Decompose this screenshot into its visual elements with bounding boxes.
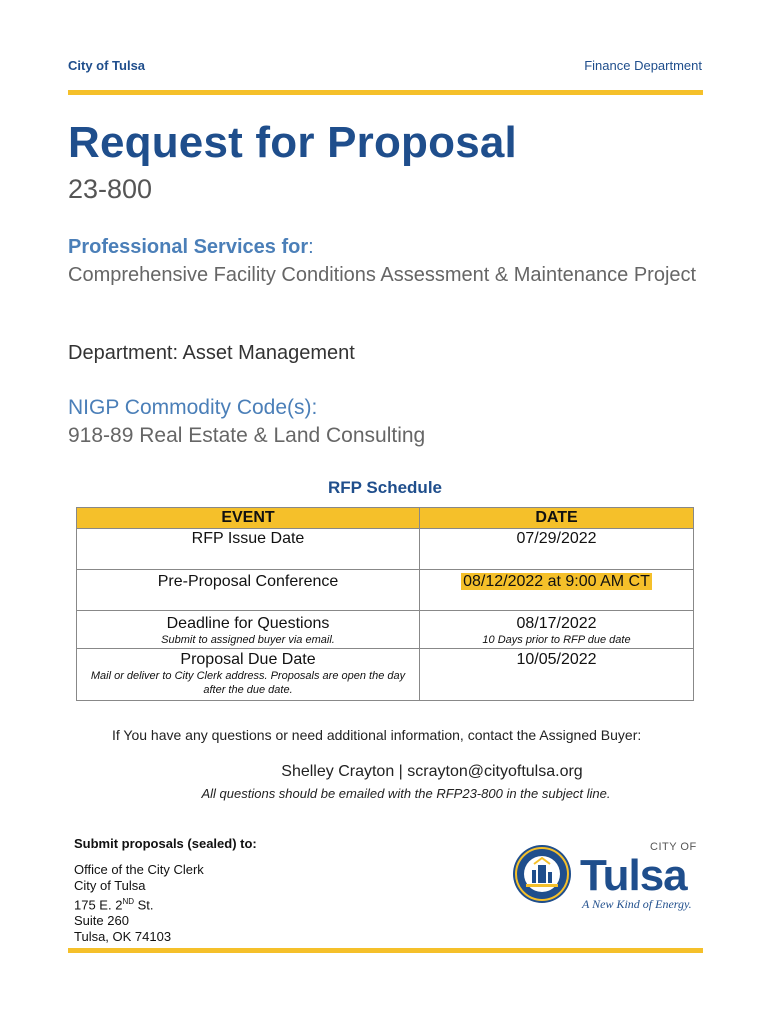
schedule-col-date: DATE bbox=[420, 508, 694, 529]
city-seal-icon bbox=[513, 845, 571, 903]
address-line: Tulsa, OK 74103 bbox=[74, 929, 172, 945]
header-city: City of Tulsa bbox=[68, 58, 146, 73]
event-date: 10/05/2022 bbox=[516, 651, 597, 668]
contact-buyer: Shelley Crayton | scrayton@cityoftulsa.org bbox=[281, 763, 583, 780]
event-label: Pre-Proposal Conference bbox=[157, 573, 339, 590]
header-department: Finance Department bbox=[584, 58, 702, 73]
table-row bbox=[77, 529, 694, 570]
page-title: Request for Proposal bbox=[68, 118, 517, 167]
top-divider bbox=[68, 90, 703, 95]
professional-services-colon: : bbox=[308, 236, 314, 258]
logo-tagline: A New Kind of Energy. bbox=[582, 897, 692, 911]
event-label: RFP Issue Date bbox=[191, 530, 305, 547]
event-cell bbox=[77, 529, 420, 570]
schedule-title: RFP Schedule bbox=[328, 478, 442, 497]
event-date-highlighted: 08/12/2022 at 9:00 AM CT bbox=[463, 573, 650, 590]
schedule-header-row bbox=[77, 508, 694, 529]
address-street-suffix: St. bbox=[134, 897, 154, 913]
schedule-col-event: EVENT bbox=[77, 508, 420, 529]
rfp-number: 23-800 bbox=[68, 174, 153, 204]
event-cell bbox=[77, 649, 420, 701]
submit-address bbox=[74, 862, 204, 945]
table-row bbox=[77, 649, 694, 701]
logo-wordmark: Tulsa bbox=[580, 851, 687, 900]
address-line bbox=[74, 894, 204, 913]
nigp-heading: NIGP Commodity Code(s): bbox=[68, 396, 318, 419]
schedule-table bbox=[76, 507, 694, 701]
event-date: 07/29/2022 bbox=[516, 530, 597, 547]
event-note: Mail or deliver to City Clerk address. Proposals are open the day after the due date. bbox=[90, 670, 406, 696]
nigp-code: 918-89 Real Estate & Land Consulting bbox=[68, 424, 426, 447]
event-label: Deadline for Questions bbox=[166, 615, 330, 632]
table-row bbox=[77, 611, 694, 649]
date-note: 10 Days prior to RFP due date bbox=[482, 634, 631, 646]
table-row bbox=[77, 570, 694, 611]
event-note: Submit to assigned buyer via email. bbox=[161, 634, 335, 646]
professional-services-description: Comprehensive Facility Conditions Assessment & Maintenance Project bbox=[68, 264, 697, 286]
submit-heading: Submit proposals (sealed) to: bbox=[74, 836, 257, 851]
bottom-divider bbox=[68, 948, 703, 953]
address-line: Suite 260 bbox=[74, 913, 129, 929]
contact-intro: If You have any questions or need additional information, contact the Assigned Buyer: bbox=[112, 727, 642, 743]
event-cell bbox=[77, 611, 420, 649]
address-line: City of Tulsa bbox=[74, 878, 146, 893]
address-street-number: 175 E. 2 bbox=[74, 897, 123, 913]
event-date: 08/17/2022 bbox=[516, 615, 597, 632]
professional-services-heading bbox=[68, 236, 314, 259]
address-line: Office of the City Clerk bbox=[74, 862, 204, 877]
date-cell bbox=[420, 570, 694, 611]
date-cell bbox=[420, 611, 694, 649]
logo-city-of: CITY OF bbox=[650, 841, 697, 853]
contact-note: All questions should be emailed with the RFP23-800 in the subject line. bbox=[201, 786, 611, 801]
city-of-tulsa-logo bbox=[512, 834, 712, 914]
event-label: Proposal Due Date bbox=[180, 651, 316, 668]
address-ordinal: ND bbox=[122, 897, 134, 906]
professional-services-label: Professional Services for bbox=[68, 236, 309, 258]
date-cell bbox=[420, 529, 694, 570]
event-cell bbox=[77, 570, 420, 611]
date-cell bbox=[420, 649, 694, 701]
department-line: Department: Asset Management bbox=[68, 342, 355, 364]
